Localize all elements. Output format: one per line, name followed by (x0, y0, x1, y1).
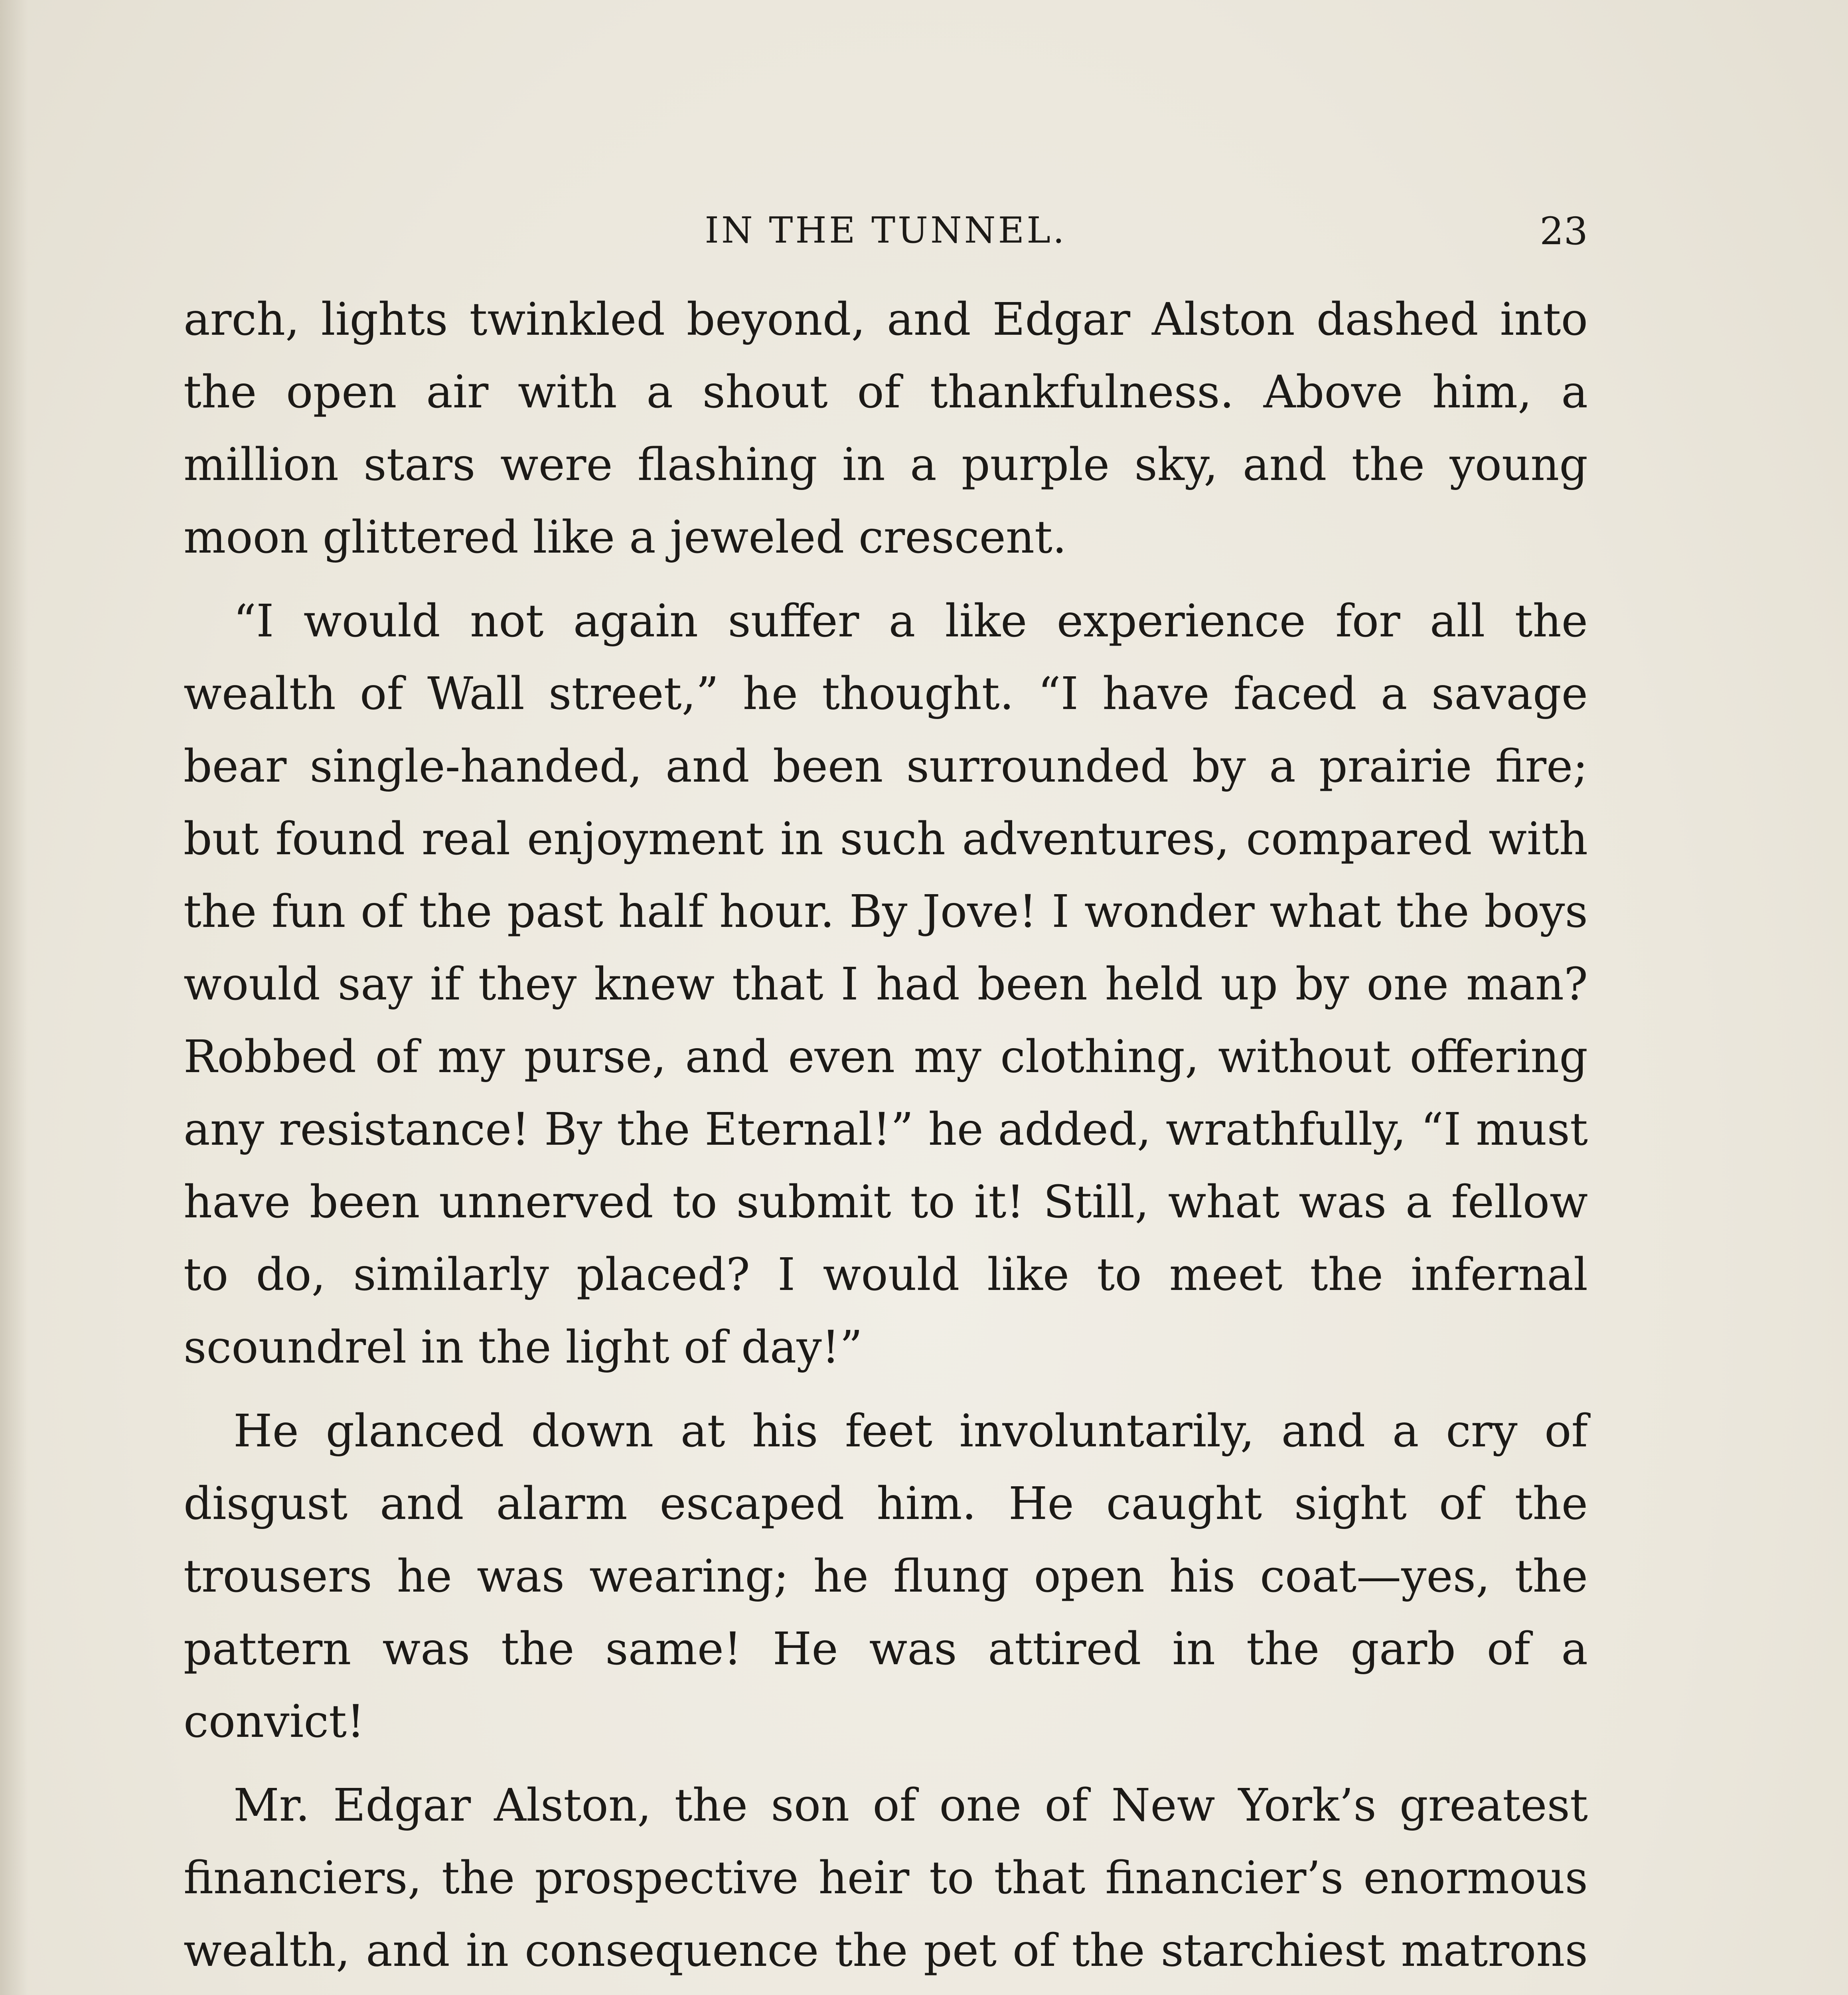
paragraph: arch, lights twinkled beyond, and Edgar Alston dashed into the open air with a shout of thankfulness. Above him, a million stars were flashing in a purple sky, and the young moon glittered like a jeweled crescent. (184, 294, 1588, 563)
page-header (184, 201, 1588, 261)
paragraph: He glanced down at his feet involuntarily, and a cry of disgust and alarm escaped him. He caught sight of the trousers he was wearing; he flung open his coat—yes, the pattern was the same! He was attired in the garb of a convict! (184, 1405, 1588, 1748)
page-number: 23 (1540, 209, 1588, 253)
paragraph: Mr. Edgar Alston, the son of one of New York’s greatest financiers, the prospective heir to that financier’s enormous wealth, and in consequence the pet of the starchiest matrons (184, 1780, 1588, 1977)
paragraph: “I would not again suffer a like experience for all the wealth of Wall street,” he thought. “I have faced a savage bear single-handed, and been surrounded by a prairie fire; but found real enjoyment in such adventures, compared with the fun of the past half hour. By Jove! I wonder what the boys would say if they knew that I had been held up by one man? Robbed of my purse, and even my clothing, without offering any resistance! By the Eternal!” he added, wrathfully, “I must have been unnerved to submit to it! Still, what was a fellow to do, similarly placed? I would like to meet the infernal scoundrel in the light of day!” (184, 595, 1588, 1373)
body-text (184, 283, 1588, 1995)
binding-shadow (0, 0, 28, 1995)
running-head: IN THE TUNNEL. (705, 209, 1067, 251)
